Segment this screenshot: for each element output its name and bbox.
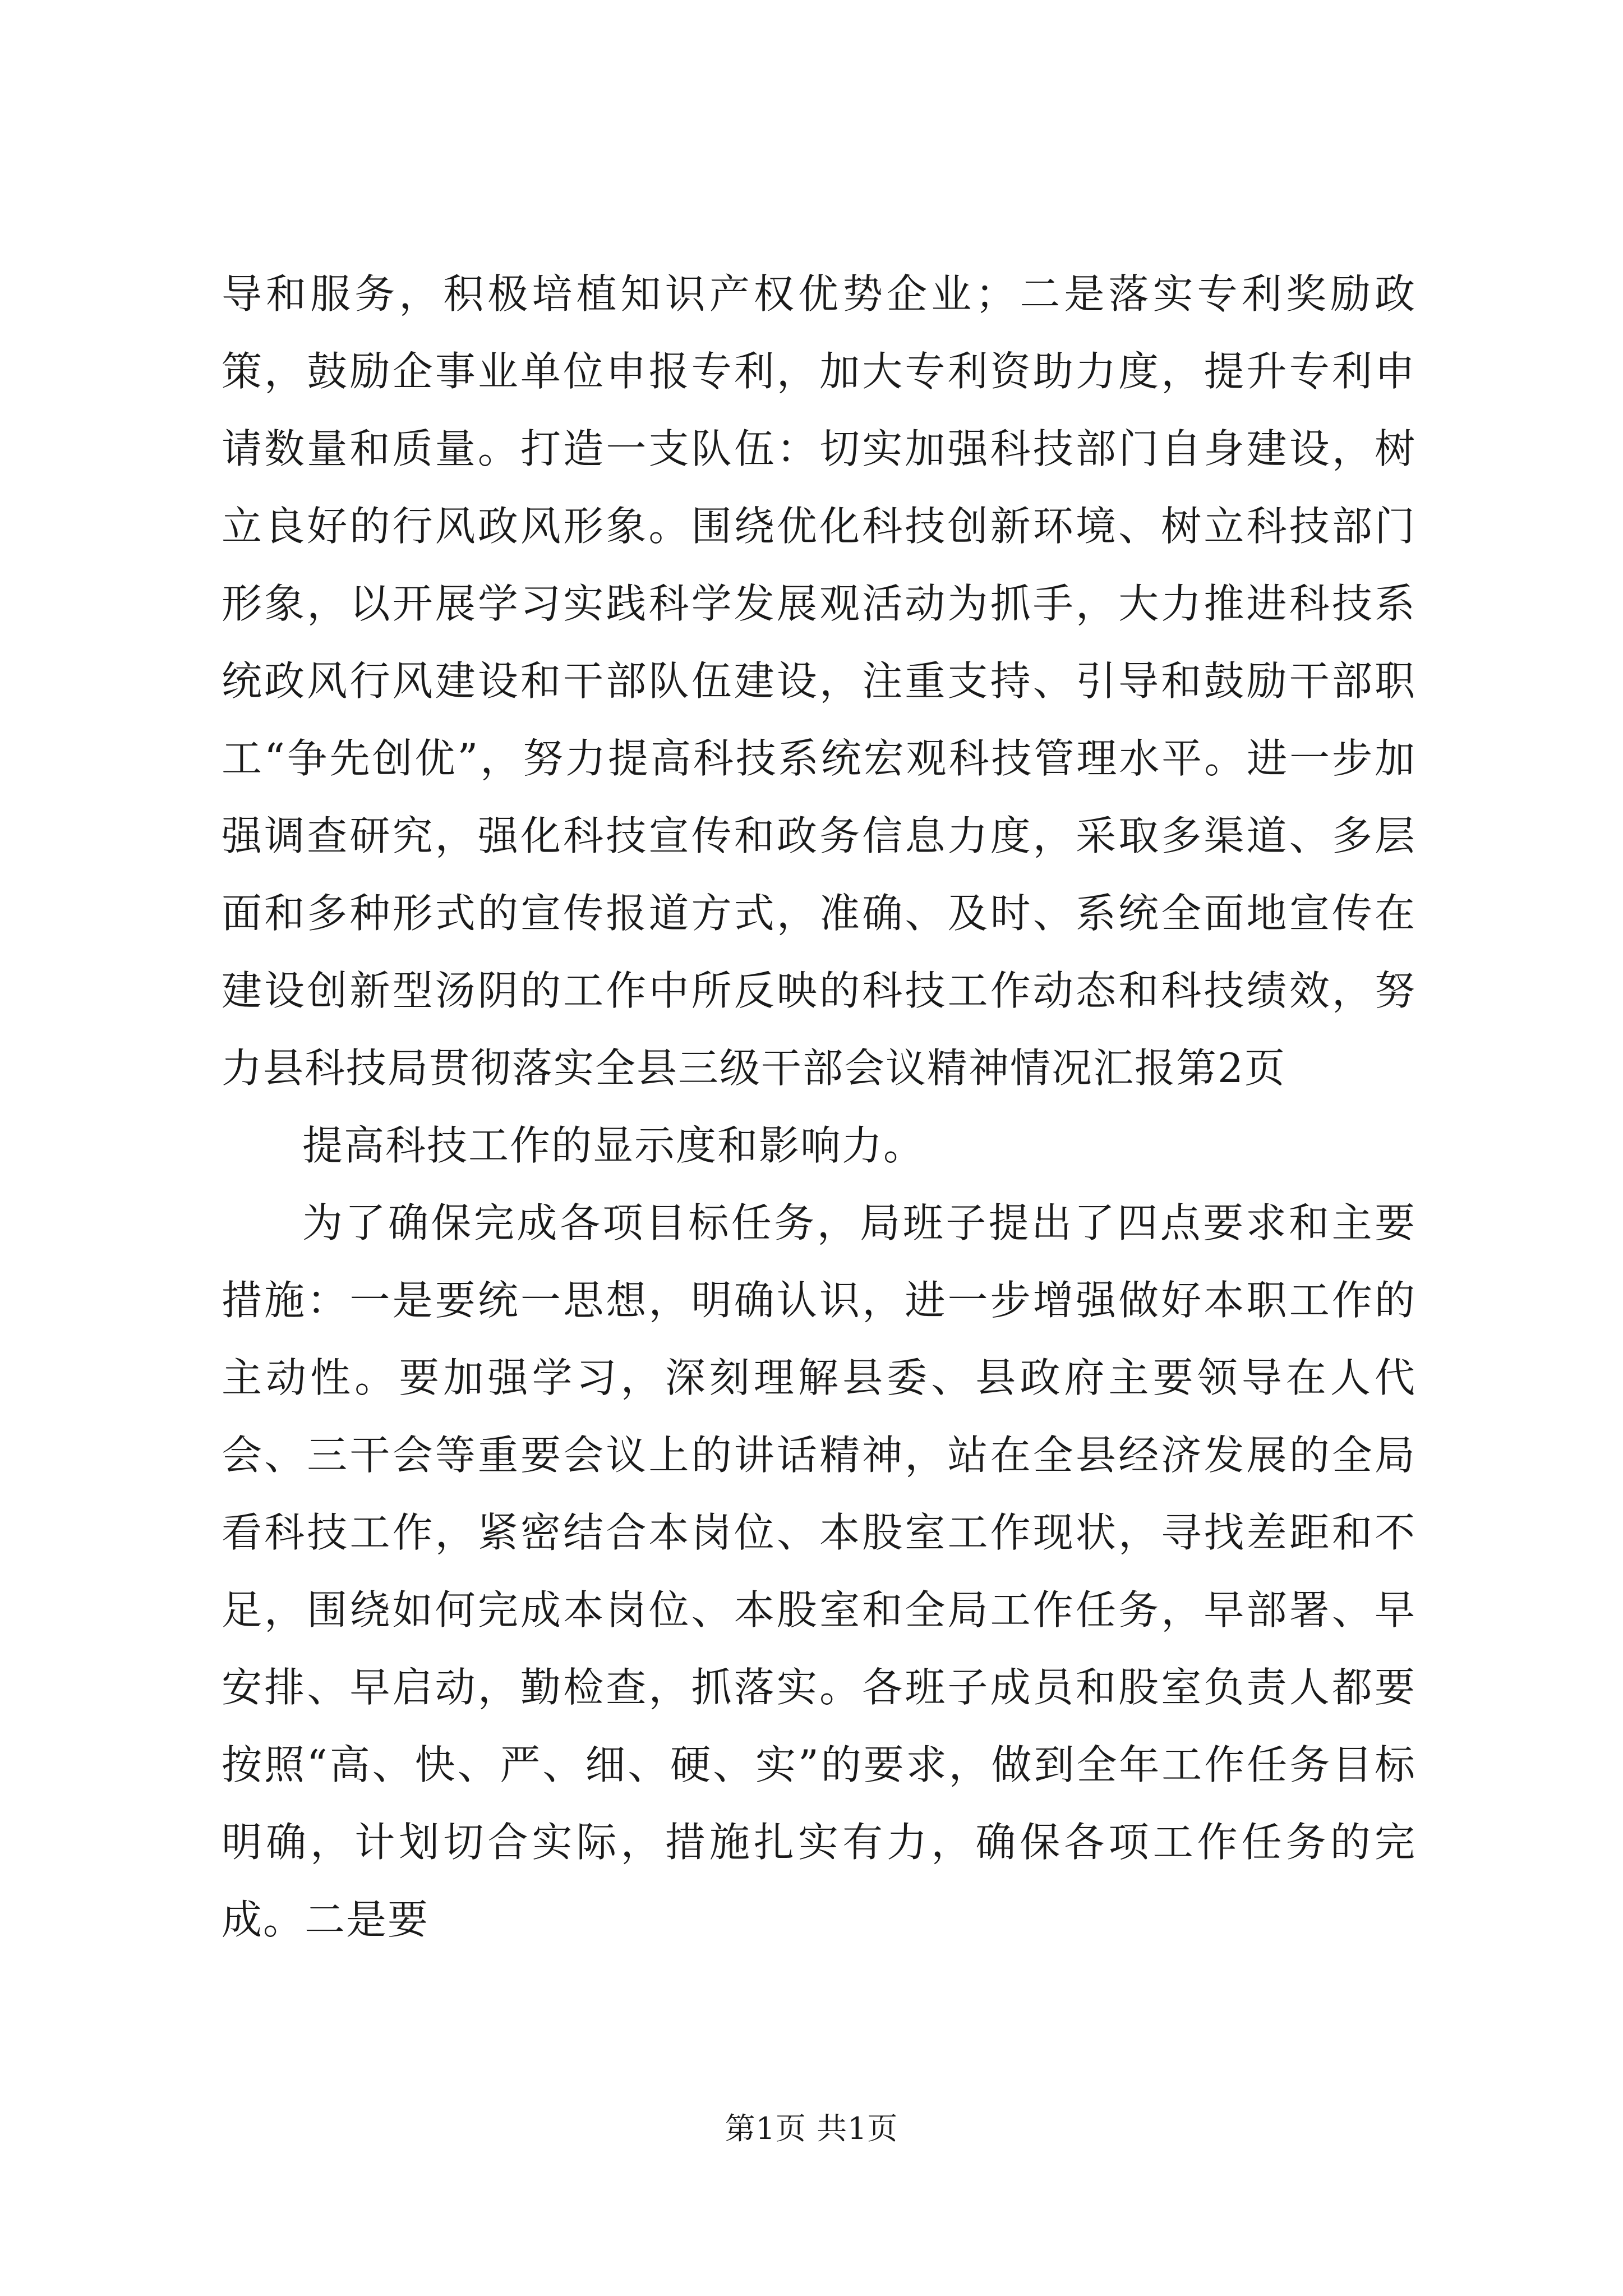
paragraph-continued: 导和服务，积极培植知识产权优势企业；二是落实专利奖励政策，鼓励企事业单位申报专利，加大专利资助力度，提升专利申请数量和质量。打造一支队伍：切实加强科技部门自身建设，树立良好的行风政风形象。围绕优化科技创新环境、树立科技部门形象，以开展学习实践科学发展观活动为抓手，大力推进科技系统政风行风建设和干部队伍建设，注重支持、引导和鼓励干部职工“争先创优”，努力提高科技系统宏观科技管理水平。进一步加强调查研究，强化科技宣传和政务信息力度，采取多渠道、多层面和多种形式的宣传报道方式，准确、及时、系统全面地宣传在建设创新型汤阴的工作中所反映的科技工作动态和科技绩效，努力县科技局贯彻落实全县三级干部会议精神情况汇报第2页: [222, 270, 1416, 1092]
page-footer: 第1页 共1页: [725, 2111, 898, 2146]
paragraph-short: 提高科技工作的显示度和影响力。: [302, 1122, 925, 1169]
body-text: [222, 255, 1416, 1958]
paragraph-measures: 为了确保完成各项目标任务，局班子提出了四点要求和主要措施：一是要统一思想，明确认识，进一步增强做好本职工作的主动性。要加强学习，深刻理解县委、县政府主要领导在人代会、三干会等重要会议上的讲话精神，站在全县经济发展的全局看科技工作，紧密结合本岗位、本股室工作现状，寻找差距和不足，围绕如何完成本岗位、本股室和全局工作任务，早部署、早安排、早启动，勤检查，抓落实。各班子成员和股室负责人都要按照“高、快、严、细、硬、实”的要求，做到全年工作任务目标明确，计划切合实际，措施扎实有力，确保各项工作任务的完成。二是要: [222, 1199, 1416, 1943]
